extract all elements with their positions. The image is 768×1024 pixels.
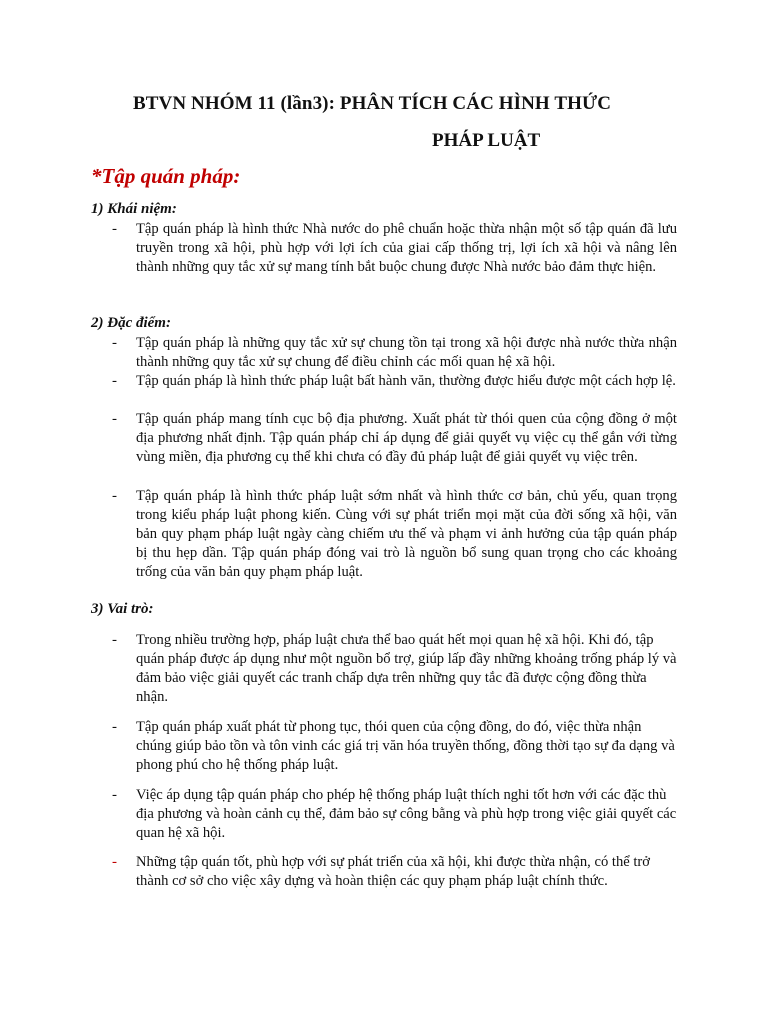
bullet-dash: - — [112, 488, 117, 504]
bullet-dash: - — [112, 854, 117, 870]
heading-role: 3) Vai trò: — [91, 601, 154, 617]
feature-text: Tập quán pháp là những quy tắc xử sự chung tồn tại trong xã hội được nhà nước thừa nhận thành những quy tắc xử sự chung để điều chỉnh các mối quan hệ xã hội. — [136, 335, 677, 370]
bullet-dash: - — [112, 221, 117, 237]
concept-text: Tập quán pháp là hình thức Nhà nước do phê chuẩn hoặc thừa nhận một số tập quán đã lưu truyền trong xã hội, phù hợp với lợi ích của giai cấp thống trị, lợi ích xã hội và nâng lên thành những quy tắc xử sự mang tính bắt buộc chung được Nhà nước bảo đảm thực hiện. — [136, 221, 677, 275]
bullet-dash: - — [112, 335, 117, 351]
feature-text: Tập quán pháp là hình thức pháp luật bất hành văn, thường được hiểu được một cách hợp lệ. — [136, 373, 676, 389]
bullet-dash: - — [112, 411, 117, 427]
feature-text: Tập quán pháp mang tính cục bộ địa phương. Xuất phát từ thói quen của cộng đồng ở một địa phương nhất định. Tập quán pháp chỉ áp dụng để giải quyết vụ việc cụ thể gắn với từng vùng miền, địa phương cụ thể khi chưa có đầy đủ pháp luật để giải quyết vụ việc trên. — [136, 411, 677, 465]
bullet-dash: - — [112, 719, 117, 735]
bullet-dash: - — [112, 632, 117, 648]
feature-text: Tập quán pháp là hình thức pháp luật sớm nhất và hình thức cơ bản, chủ yếu, quan trọng trong kiểu pháp luật phong kiến. Cùng với sự phát triển mọi mặt của đời sống xã hội, văn bản quy phạm pháp luật ngày càng chiếm ưu thế và phạm vi ảnh hưởng của tập quán pháp bị thu hẹp dần. Tập quán pháp đóng vai trò là nguồn bổ sung quan trọng cho các khoảng trống của văn bản quy phạm pháp luật. — [136, 488, 677, 580]
role-text: Việc áp dụng tập quán pháp cho phép hệ thống pháp luật thích nghi tốt hơn với các đặc thù địa phương và hoàn cảnh cụ thể, đảm bảo sự công bằng và phù hợp trong việc giải quyết các quan hệ xã hội. — [136, 787, 677, 841]
section-title: *Tập quán pháp: — [91, 164, 241, 188]
heading-features: 2) Đặc điểm: — [91, 315, 171, 331]
document-title-line2: PHÁP LUẬT — [432, 130, 541, 151]
heading-concept: 1) Khái niệm: — [91, 201, 177, 217]
document-title-line1: BTVN NHÓM 11 (lần3): PHÂN TÍCH CÁC HÌNH THỨC — [133, 93, 612, 114]
role-text: Trong nhiều trường hợp, pháp luật chưa thể bao quát hết mọi quan hệ xã hội. Khi đó, tập quán pháp được áp dụng như một nguồn bổ trợ, giúp lấp đầy những khoảng trống pháp lý và đảm bảo việc giải quyết các tranh chấp dựa trên những quy tắc đã được cộng đồng thừa nhận. — [136, 632, 677, 705]
role-text: Những tập quán tốt, phù hợp với sự phát triển của xã hội, khi được thừa nhận, có thể trở thành cơ sở cho việc xây dựng và hoàn thiện các quy phạm pháp luật chính thức. — [136, 854, 651, 889]
role-text: Tập quán pháp xuất phát từ phong tục, thói quen của cộng đồng, do đó, việc thừa nhận chúng giúp bảo tồn và tôn vinh các giá trị văn hóa truyền thống, đồng thời tạo sự đa dạng và phong phú cho hệ thống pháp luật. — [136, 719, 675, 773]
bullet-dash: - — [112, 787, 117, 803]
bullet-dash: - — [112, 373, 117, 389]
